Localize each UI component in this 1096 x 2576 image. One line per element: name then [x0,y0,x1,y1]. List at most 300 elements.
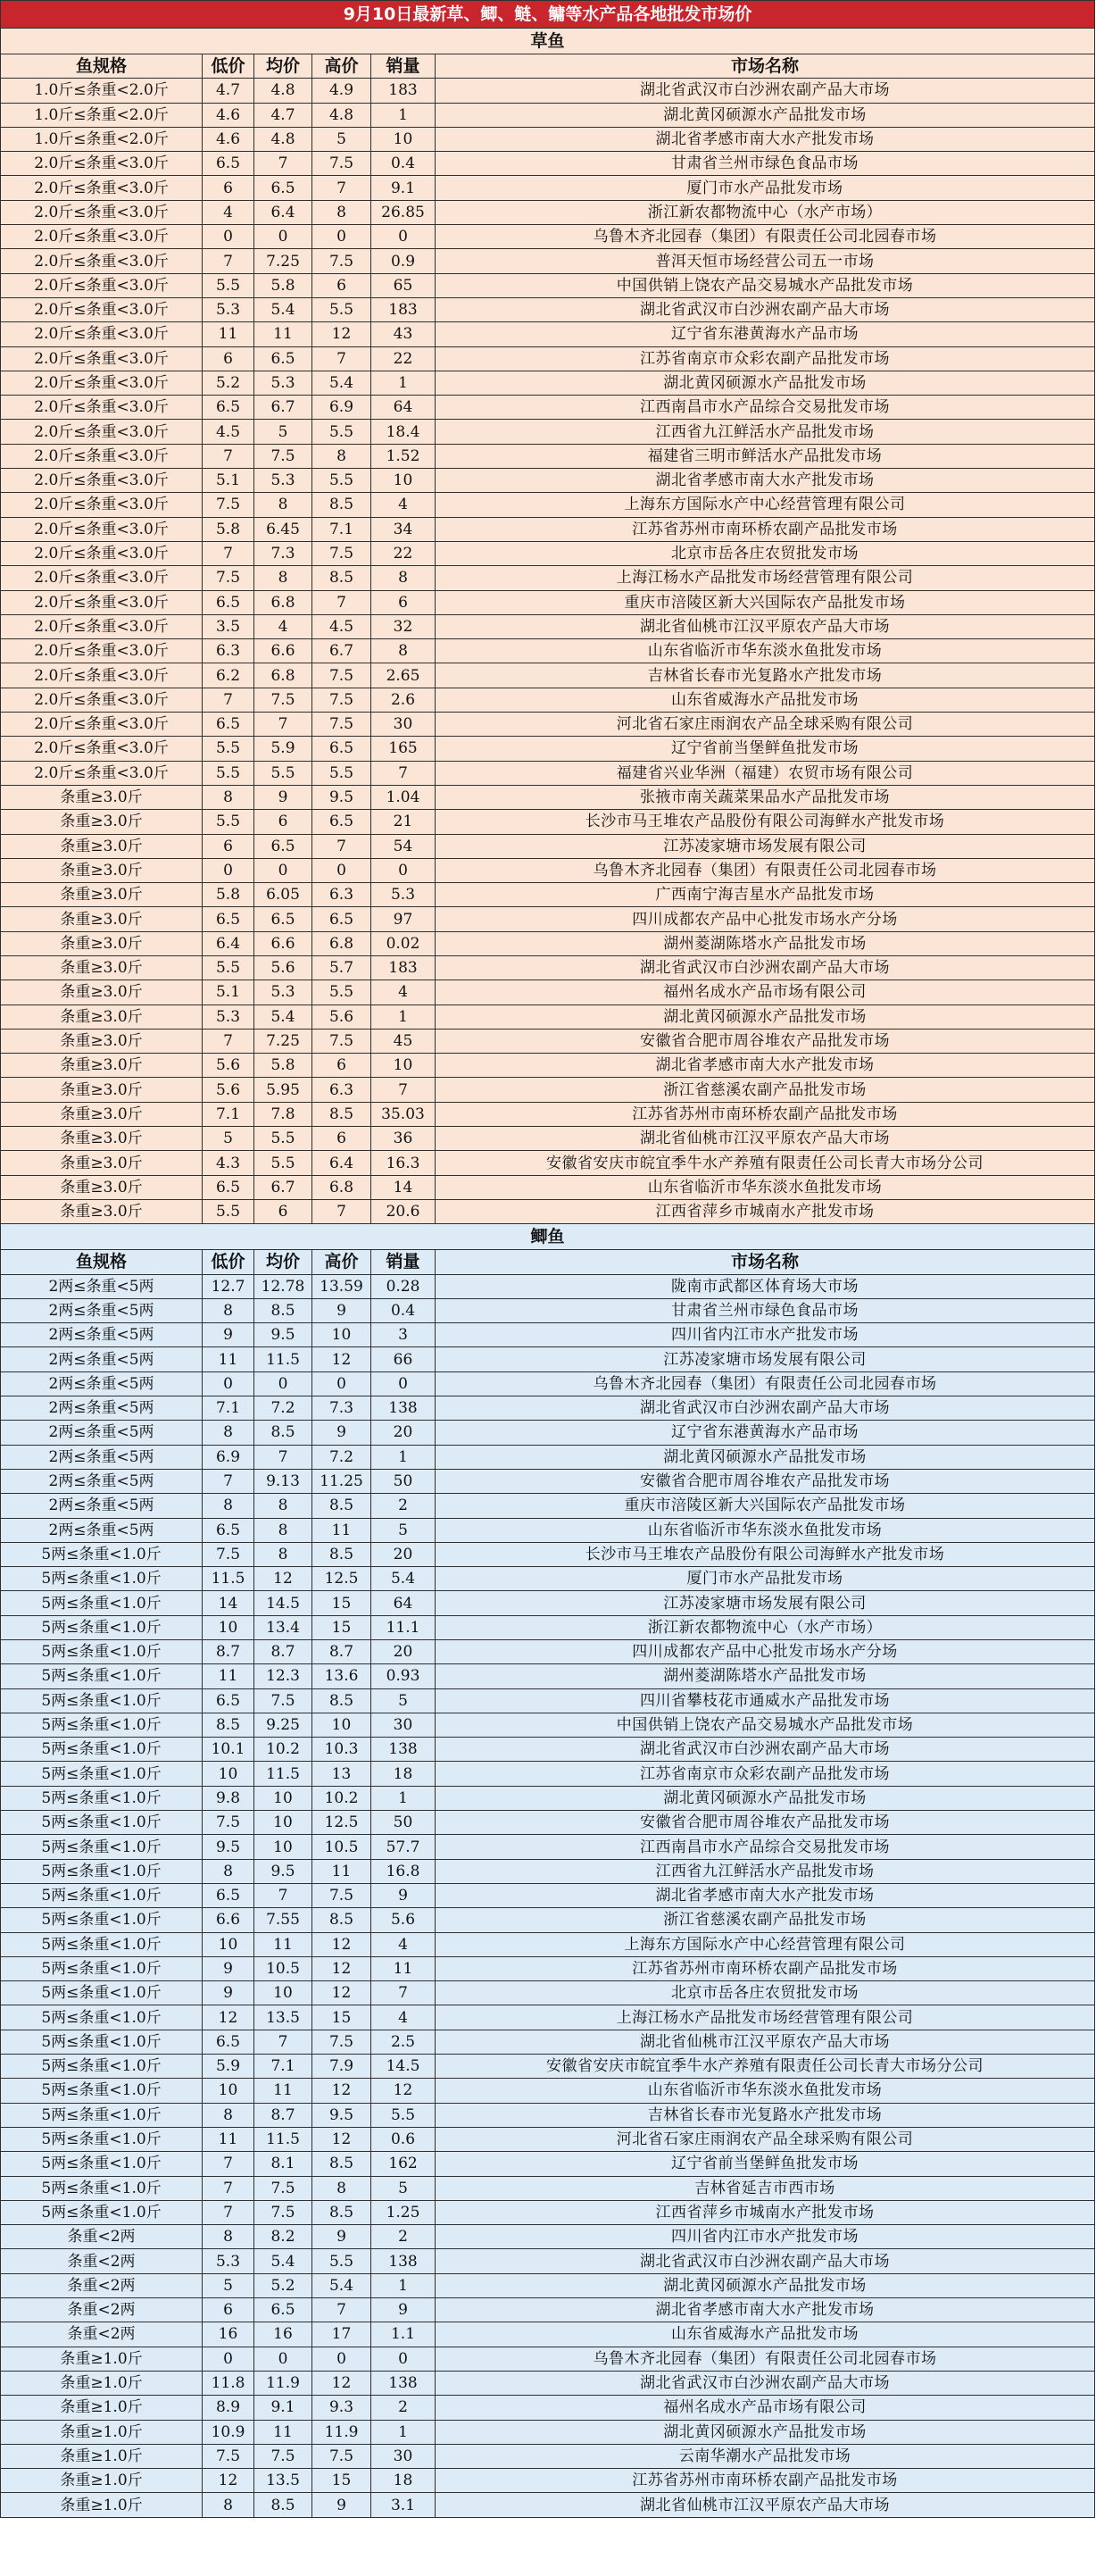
market-name-cell: 四川省内江市水产批发市场 [436,2225,1095,2249]
high-price-cell: 7 [312,1199,371,1223]
volume-cell: 138 [371,2371,436,2395]
spec-cell: 2.0斤≤条重<3.0斤 [1,761,203,785]
avg-price-cell: 8.2 [254,2225,312,2249]
avg-price-cell: 7 [254,2030,312,2054]
table-row [1,1151,1095,1175]
spec-cell: 2两≤条重<5两 [1,1323,203,1347]
market-name-cell: 中国供销上饶农产品交易城水产品批发市场 [436,1713,1095,1737]
volume-cell: 1.1 [371,2322,436,2347]
volume-cell: 5 [371,1688,436,1713]
table-row [1,2200,1095,2224]
avg-price-cell: 5.5 [254,1151,312,1175]
high-price-cell: 10.5 [312,1835,371,1859]
low-price-cell: 6.5 [203,713,254,737]
market-name-cell: 重庆市涪陵区新大兴国际农产品批发市场 [436,1494,1095,1518]
market-name-cell: 山东省临沂市华东淡水鱼批发市场 [436,1175,1095,1199]
high-price-cell: 6.5 [312,737,371,761]
table-row [1,1421,1095,1445]
low-price-cell: 7 [203,2200,254,2224]
spec-cell: 5两≤条重<1.0斤 [1,1786,203,1810]
high-price-cell: 6.8 [312,931,371,955]
market-name-cell: 四川省攀枝花市通威水产品批发市场 [436,1688,1095,1713]
column-header: 均价 [254,1250,312,1274]
spec-cell: 条重≥3.0斤 [1,1054,203,1078]
table-row [1,2347,1095,2371]
high-price-cell: 12 [312,2127,371,2151]
table-row [1,1005,1095,1029]
table-row [1,176,1095,200]
low-price-cell: 6.4 [203,931,254,955]
volume-cell: 10 [371,127,436,151]
high-price-cell: 6.3 [312,1078,371,1102]
volume-cell: 5.3 [371,883,436,907]
spec-cell: 5两≤条重<1.0斤 [1,2103,203,2127]
spec-cell: 条重<2两 [1,2249,203,2273]
market-name-cell: 江西省萍乡市城南水产批发市场 [436,1199,1095,1223]
high-price-cell: 5.5 [312,469,371,493]
high-price-cell: 7.5 [312,2444,371,2468]
low-price-cell: 8 [203,2225,254,2249]
spec-cell: 2.0斤≤条重<3.0斤 [1,152,203,176]
market-name-cell: 江西南昌市水产品综合交易批发市场 [436,396,1095,420]
market-name-cell: 江苏凌家塘市场发展有限公司 [436,1591,1095,1615]
high-price-cell: 8.7 [312,1640,371,1664]
avg-price-cell: 5.2 [254,2273,312,2297]
table-row [1,810,1095,834]
market-name-cell: 浙江省慈溪农副产品批发市场 [436,1078,1095,1102]
high-price-cell: 6.8 [312,1175,371,1199]
table-row [1,883,1095,907]
avg-price-cell: 11.9 [254,2371,312,2395]
volume-cell: 57.7 [371,1835,436,1859]
volume-cell: 0.6 [371,2127,436,2151]
volume-cell: 0 [371,2347,436,2371]
low-price-cell: 6.5 [203,1518,254,1542]
avg-price-cell: 6 [254,810,312,834]
spec-cell: 条重≥1.0斤 [1,2371,203,2395]
table-row [1,127,1095,151]
low-price-cell: 7.1 [203,1396,254,1421]
avg-price-cell: 8.1 [254,2152,312,2176]
volume-cell: 183 [371,79,436,103]
low-price-cell: 9.8 [203,1786,254,1810]
spec-cell: 2.0斤≤条重<3.0斤 [1,176,203,200]
table-row [1,1396,1095,1421]
high-price-cell: 6.9 [312,396,371,420]
spec-cell: 5两≤条重<1.0斤 [1,1859,203,1883]
low-price-cell: 7 [203,2152,254,2176]
market-name-cell: 辽宁省前当堡鲜鱼批发市场 [436,737,1095,761]
market-name-cell: 福州名成水产品市场有限公司 [436,2396,1095,2420]
page-title: 9月10日最新草、鲫、鲢、鳙等水产品各地批发市场价 [1,1,1095,29]
market-name-cell: 上海东方国际水产中心经营管理有限公司 [436,493,1095,517]
high-price-cell: 10.2 [312,1786,371,1810]
spec-cell: 5两≤条重<1.0斤 [1,1567,203,1591]
spec-cell: 5两≤条重<1.0斤 [1,1932,203,1956]
high-price-cell: 8.5 [312,566,371,590]
avg-price-cell: 5.4 [254,2249,312,2273]
avg-price-cell: 5.5 [254,1127,312,1151]
market-name-cell: 辽宁省东港黄海水产品市场 [436,322,1095,346]
low-price-cell: 10 [203,1932,254,1956]
avg-price-cell: 14.5 [254,1591,312,1615]
avg-price-cell: 6.4 [254,200,312,224]
avg-price-cell: 6.5 [254,346,312,371]
avg-price-cell: 0 [254,858,312,882]
low-price-cell: 9 [203,1323,254,1347]
avg-price-cell: 6.7 [254,396,312,420]
volume-cell: 30 [371,713,436,737]
market-name-cell: 江西南昌市水产品综合交易批发市场 [436,1835,1095,1859]
spec-cell: 1.0斤≤条重<2.0斤 [1,79,203,103]
high-price-cell: 9.5 [312,2103,371,2127]
market-name-cell: 湖州菱湖陈塔水产品批发市场 [436,931,1095,955]
market-name-cell: 中国供销上饶农产品交易城水产品批发市场 [436,273,1095,297]
table-row [1,614,1095,638]
spec-cell: 条重≥1.0斤 [1,2347,203,2371]
avg-price-cell: 5.3 [254,980,312,1005]
market-name-cell: 甘肃省兰州市绿色食品市场 [436,1298,1095,1322]
volume-cell: 9 [371,1883,436,1907]
low-price-cell: 8 [203,1859,254,1883]
low-price-cell: 5.8 [203,517,254,541]
market-name-cell: 江苏省苏州市南环桥农副产品批发市场 [436,1956,1095,1980]
high-price-cell: 5.5 [312,2249,371,2273]
table-row [1,1738,1095,1762]
avg-price-cell: 0 [254,225,312,249]
table-row [1,566,1095,590]
spec-cell: 条重≥1.0斤 [1,2469,203,2493]
market-name-cell: 湖北省仙桃市江汉平原农产品大市场 [436,2493,1095,2517]
low-price-cell: 11 [203,322,254,346]
volume-cell: 14.5 [371,2055,436,2079]
market-name-cell: 河北省石家庄雨润农产品全球采购有限公司 [436,713,1095,737]
volume-cell: 8 [371,639,436,663]
table-row [1,2420,1095,2444]
avg-price-cell: 7 [254,152,312,176]
table-row [1,2273,1095,2297]
low-price-cell: 3.5 [203,614,254,638]
high-price-cell: 4.9 [312,79,371,103]
low-price-cell: 6.5 [203,907,254,931]
low-price-cell: 5.3 [203,1005,254,1029]
volume-cell: 3 [371,1323,436,1347]
spec-cell: 5两≤条重<1.0斤 [1,2152,203,2176]
table-row [1,1615,1095,1639]
table-row [1,1347,1095,1371]
high-price-cell: 8.5 [312,1908,371,1932]
spec-cell: 2.0斤≤条重<3.0斤 [1,493,203,517]
avg-price-cell: 5.8 [254,1054,312,1078]
avg-price-cell: 10 [254,1811,312,1835]
high-price-cell: 7 [312,2298,371,2322]
avg-price-cell: 10.5 [254,1956,312,1980]
high-price-cell: 7 [312,590,371,614]
market-name-cell: 安徽省安庆市皖宜季牛水产养殖有限责任公司长青大市场分公司 [436,1151,1095,1175]
high-price-cell: 12 [312,1932,371,1956]
column-header: 市场名称 [436,54,1095,79]
market-name-cell: 湖北省仙桃市江汉平原农产品大市场 [436,1127,1095,1151]
avg-price-cell: 7.8 [254,1102,312,1126]
market-name-cell: 福建省三明市鲜活水产品批发市场 [436,444,1095,468]
spec-cell: 5两≤条重<1.0斤 [1,1713,203,1737]
spec-cell: 5两≤条重<1.0斤 [1,1591,203,1615]
column-header: 鱼规格 [1,54,203,79]
table-row [1,2444,1095,2468]
low-price-cell: 7.5 [203,2444,254,2468]
low-price-cell: 0 [203,225,254,249]
volume-cell: 10 [371,1054,436,1078]
low-price-cell: 5.5 [203,810,254,834]
market-name-cell: 乌鲁木齐北园春（集团）有限责任公司北园春市场 [436,225,1095,249]
avg-price-cell: 11.5 [254,1762,312,1786]
low-price-cell: 6.5 [203,1175,254,1199]
high-price-cell: 8 [312,444,371,468]
high-price-cell: 6.7 [312,639,371,663]
table-row [1,1274,1095,1298]
volume-cell: 1.52 [371,444,436,468]
spec-cell: 2.0斤≤条重<3.0斤 [1,713,203,737]
table-row [1,371,1095,395]
avg-price-cell: 4.8 [254,79,312,103]
volume-cell: 7 [371,1981,436,2005]
table-row [1,1518,1095,1542]
avg-price-cell: 8 [254,1542,312,1566]
avg-price-cell: 9 [254,785,312,809]
avg-price-cell: 6.45 [254,517,312,541]
low-price-cell: 6 [203,346,254,371]
high-price-cell: 12 [312,1347,371,1371]
avg-price-cell: 7.5 [254,2200,312,2224]
table-row [1,761,1095,785]
low-price-cell: 8 [203,1494,254,1518]
spec-cell: 2.0斤≤条重<3.0斤 [1,614,203,638]
market-name-cell: 江西省九江鲜活水产品批发市场 [436,1859,1095,1883]
spec-cell: 2两≤条重<5两 [1,1421,203,1445]
spec-cell: 2.0斤≤条重<3.0斤 [1,590,203,614]
market-name-cell: 湖北省孝感市南大水产批发市场 [436,1054,1095,1078]
low-price-cell: 14 [203,1591,254,1615]
spec-cell: 5两≤条重<1.0斤 [1,1811,203,1835]
avg-price-cell: 5.8 [254,273,312,297]
spec-cell: 2两≤条重<5两 [1,1469,203,1493]
high-price-cell: 5.5 [312,761,371,785]
avg-price-cell: 5.95 [254,1078,312,1102]
avg-price-cell: 7 [254,1883,312,1907]
high-price-cell: 12.5 [312,1567,371,1591]
market-name-cell: 乌鲁木齐北园春（集团）有限责任公司北园春市场 [436,1371,1095,1396]
avg-price-cell: 8.5 [254,2493,312,2517]
avg-price-cell: 8 [254,1518,312,1542]
volume-cell: 22 [371,541,436,565]
low-price-cell: 6.2 [203,663,254,688]
low-price-cell: 10 [203,1762,254,1786]
low-price-cell: 4.6 [203,103,254,127]
spec-cell: 条重≥3.0斤 [1,1199,203,1223]
table-row [1,297,1095,321]
high-price-cell: 8.5 [312,1494,371,1518]
spec-cell: 1.0斤≤条重<2.0斤 [1,103,203,127]
table-row [1,931,1095,955]
spec-cell: 条重≥3.0斤 [1,810,203,834]
market-name-cell: 湖北省孝感市南大水产批发市场 [436,1883,1095,1907]
table-row [1,1908,1095,1932]
low-price-cell: 11 [203,1347,254,1371]
volume-cell: 2 [371,2225,436,2249]
spec-cell: 条重≥3.0斤 [1,955,203,980]
market-name-cell: 安徽省安庆市皖宜季牛水产养殖有限责任公司长青大市场分公司 [436,2055,1095,2079]
high-price-cell: 12 [312,2371,371,2395]
market-name-cell: 湖北黄冈硕源水产品批发市场 [436,2273,1095,2297]
avg-price-cell: 7.55 [254,1908,312,1932]
low-price-cell: 6.5 [203,152,254,176]
table-row [1,1713,1095,1737]
spec-cell: 2两≤条重<5两 [1,1445,203,1469]
table-row [1,834,1095,858]
market-name-cell: 湖北省仙桃市江汉平原农产品大市场 [436,614,1095,638]
avg-price-cell: 5.6 [254,955,312,980]
spec-cell: 2两≤条重<5两 [1,1518,203,1542]
column-header: 低价 [203,54,254,79]
spec-cell: 2.0斤≤条重<3.0斤 [1,541,203,565]
table-row [1,2152,1095,2176]
high-price-cell: 4.5 [312,614,371,638]
column-header: 均价 [254,54,312,79]
spec-cell: 2.0斤≤条重<3.0斤 [1,444,203,468]
volume-cell: 2.65 [371,663,436,688]
low-price-cell: 6.5 [203,396,254,420]
table-row [1,2103,1095,2127]
spec-cell: 2两≤条重<5两 [1,1274,203,1298]
table-row [1,2225,1095,2249]
volume-cell: 50 [371,1469,436,1493]
spec-cell: 5两≤条重<1.0斤 [1,2055,203,2079]
low-price-cell: 7 [203,1029,254,1053]
table-row [1,2469,1095,2493]
avg-price-cell: 8.5 [254,1421,312,1445]
low-price-cell: 5.2 [203,371,254,395]
avg-price-cell: 7.5 [254,1688,312,1713]
volume-cell: 0.02 [371,931,436,955]
spec-cell: 条重≥3.0斤 [1,931,203,955]
table-row [1,713,1095,737]
high-price-cell: 7.1 [312,517,371,541]
table-row [1,2371,1095,2395]
column-header: 销量 [371,1250,436,1274]
high-price-cell: 7.5 [312,663,371,688]
low-price-cell: 6.3 [203,639,254,663]
spec-cell: 2.0斤≤条重<3.0斤 [1,371,203,395]
spec-cell: 条重≥3.0斤 [1,834,203,858]
volume-cell: 8 [371,566,436,590]
spec-cell: 2.0斤≤条重<3.0斤 [1,322,203,346]
market-name-cell: 湖北黄冈硕源水产品批发市场 [436,1445,1095,1469]
avg-price-cell: 0 [254,2347,312,2371]
high-price-cell: 9 [312,1298,371,1322]
market-name-cell: 湖北黄冈硕源水产品批发市场 [436,1786,1095,1810]
avg-price-cell: 11.5 [254,2127,312,2151]
high-price-cell: 7.5 [312,541,371,565]
table-row [1,1445,1095,1469]
spec-cell: 5两≤条重<1.0斤 [1,2176,203,2200]
high-price-cell: 7.5 [312,1029,371,1053]
volume-cell: 18 [371,2469,436,2493]
table-row [1,1981,1095,2005]
volume-cell: 26.85 [371,200,436,224]
low-price-cell: 5.6 [203,1078,254,1102]
low-price-cell: 6.5 [203,2030,254,2054]
column-header: 鱼规格 [1,1250,203,1274]
low-price-cell: 7.1 [203,1102,254,1126]
table-row [1,1567,1095,1591]
table-row [1,1664,1095,1688]
market-name-cell: 北京市岳各庄农贸批发市场 [436,541,1095,565]
volume-cell: 4 [371,980,436,1005]
low-price-cell: 7.5 [203,566,254,590]
market-name-cell: 江苏省南京市众彩农副产品批发市场 [436,1762,1095,1786]
volume-cell: 10 [371,469,436,493]
low-price-cell: 7 [203,688,254,712]
market-name-cell: 上海江杨水产品批发市场经营管理有限公司 [436,566,1095,590]
market-name-cell: 湖北省武汉市白沙洲农副产品大市场 [436,1396,1095,1421]
volume-cell: 65 [371,273,436,297]
high-price-cell: 8.5 [312,1542,371,1566]
avg-price-cell: 5.9 [254,737,312,761]
high-price-cell: 12 [312,1981,371,2005]
table-row [1,1640,1095,1664]
spec-cell: 2.0斤≤条重<3.0斤 [1,346,203,371]
volume-cell: 18.4 [371,420,436,444]
high-price-cell: 8.5 [312,1688,371,1713]
avg-price-cell: 12.3 [254,1664,312,1688]
column-header: 低价 [203,1250,254,1274]
table-row [1,1956,1095,1980]
volume-cell: 5 [371,1518,436,1542]
volume-cell: 20.6 [371,1199,436,1223]
table-row [1,273,1095,297]
table-row [1,663,1095,688]
spec-cell: 5两≤条重<1.0斤 [1,1688,203,1713]
column-header: 高价 [312,1250,371,1274]
avg-price-cell: 7.5 [254,444,312,468]
high-price-cell: 0 [312,858,371,882]
volume-cell: 138 [371,1738,436,1762]
low-price-cell: 8.9 [203,2396,254,2420]
avg-price-cell: 7.25 [254,1029,312,1053]
market-name-cell: 湖北省武汉市白沙洲农副产品大市场 [436,955,1095,980]
table-row [1,444,1095,468]
high-price-cell: 6.5 [312,907,371,931]
avg-price-cell: 10 [254,1981,312,2005]
volume-cell: 1 [371,2420,436,2444]
market-name-cell: 江苏省苏州市南环桥农副产品批发市场 [436,1102,1095,1126]
avg-price-cell: 7.1 [254,2055,312,2079]
high-price-cell: 9.3 [312,2396,371,2420]
table-row [1,2127,1095,2151]
avg-price-cell: 11 [254,2420,312,2444]
market-name-cell: 湖北黄冈硕源水产品批发市场 [436,1005,1095,1029]
high-price-cell: 8 [312,2176,371,2200]
high-price-cell: 11 [312,1518,371,1542]
high-price-cell: 9.5 [312,785,371,809]
volume-cell: 1 [371,1005,436,1029]
volume-cell: 11.1 [371,1615,436,1639]
volume-cell: 97 [371,907,436,931]
market-name-cell: 福建省兴业华洲（福建）农贸市场有限公司 [436,761,1095,785]
spec-cell: 条重≥3.0斤 [1,907,203,931]
high-price-cell: 7 [312,176,371,200]
market-name-cell: 四川省内江市水产批发市场 [436,1323,1095,1347]
